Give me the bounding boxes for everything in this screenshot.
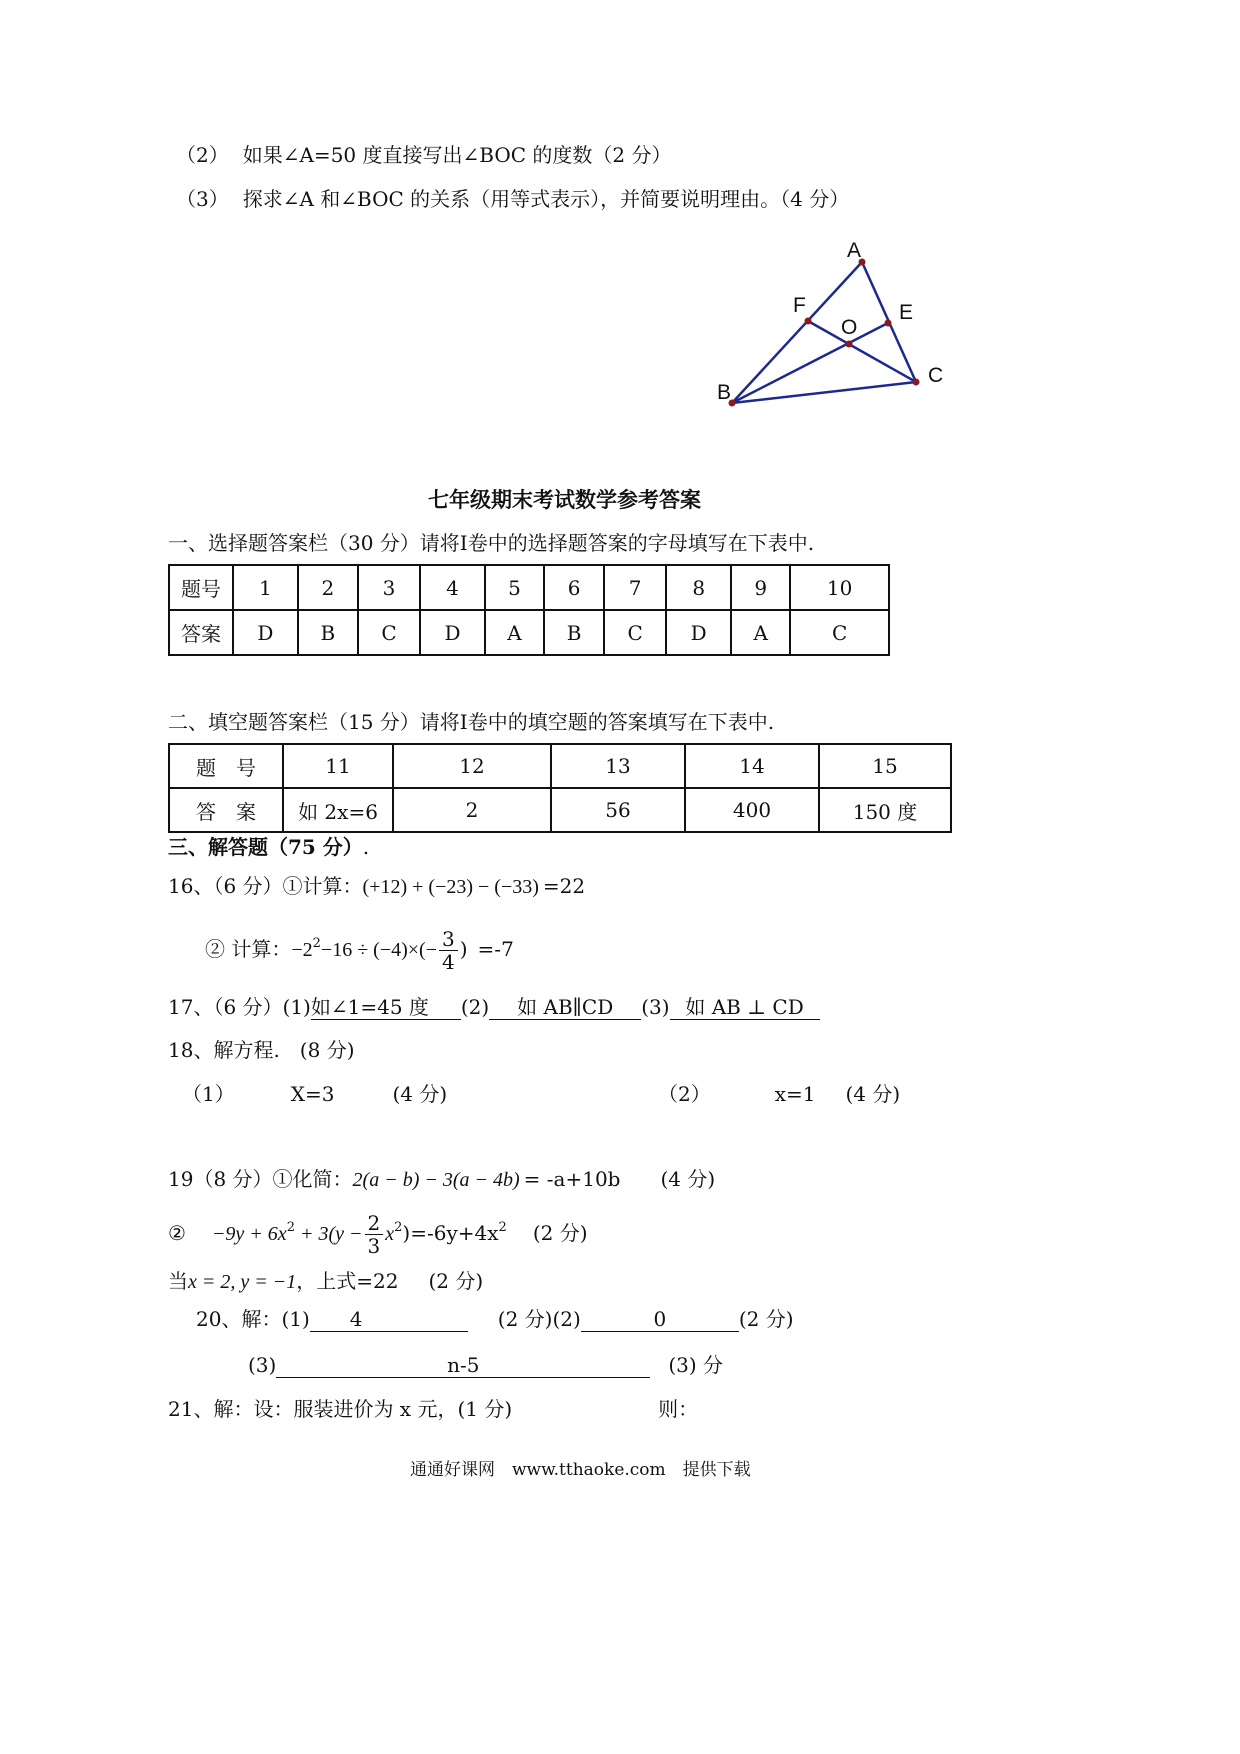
cell-number: 12: [393, 744, 551, 788]
table-row: [169, 610, 889, 655]
row-label: 题号: [169, 565, 233, 610]
cell-answer: A: [731, 610, 790, 655]
cell-answer: C: [604, 610, 666, 655]
segment-be: [732, 323, 888, 403]
cell-answer: B: [298, 610, 358, 655]
label-c: C: [928, 364, 944, 387]
question-21: 21、解：设：服装进价为 x 元，(1 分) 则：: [168, 1397, 699, 1421]
question-18-part1: （1） X=3 (4 分): [182, 1082, 448, 1106]
cell-answer: 400: [685, 788, 819, 832]
cell-number: 14: [685, 744, 819, 788]
label-a: A: [847, 239, 862, 262]
answer-blank-2: 如 AB∥CD: [489, 995, 641, 1020]
segment-cf: [808, 321, 916, 382]
cell-number: 6: [544, 565, 604, 610]
cell-answer: D: [666, 610, 731, 655]
question-20-line1: 20、解：(1) 4 (2 分)(2) 0 (2 分): [196, 1307, 794, 1331]
cell-number: 4: [420, 565, 485, 610]
label-f: F: [793, 294, 806, 317]
point-f: [805, 318, 812, 325]
cell-number: 13: [551, 744, 685, 788]
cell-answer: 2: [393, 788, 551, 832]
row-label: 答案: [169, 610, 233, 655]
fraction: $\frac{3}{4}$: [439, 928, 458, 973]
answer-blank-2: 0: [581, 1307, 739, 1332]
table-row: [169, 744, 951, 788]
point-c: [913, 379, 920, 386]
label-o: O: [841, 316, 858, 339]
fraction: $\frac{2}{3}$: [365, 1212, 384, 1257]
footer-source: 通通好课网 www.tthaoke.com 提供下载: [410, 1460, 751, 1480]
cell-answer: D: [233, 610, 298, 655]
answer-blank-1: 4: [310, 1307, 468, 1332]
cell-answer: C: [358, 610, 420, 655]
cell-answer: 如 2x=6: [283, 788, 393, 832]
question-16-part2: ② 计算：$-2^2-16 \div (-4)\times(-$ $\frac{3}{4}$ ) =-7: [205, 927, 514, 974]
answer-blank-3: 如 AB ⊥ CD: [670, 995, 820, 1020]
row-label: 题 号: [169, 744, 283, 788]
question-17: 17、（6 分）(1)如∠1=45 度 (2) 如 AB∥CD (3) 如 AB ⊥ CD: [168, 994, 820, 1020]
fill-answer-table: [168, 743, 952, 833]
cell-number: 3: [358, 565, 420, 610]
cell-number: 7: [604, 565, 666, 610]
question-16-part1: 16、（6 分）①计算：(+12) + (−23) − (−33) =22: [168, 874, 586, 898]
section1-heading: 一、选择题答案栏（30 分）请将Ⅰ卷中的选择题答案的字母填写在下表中.: [168, 531, 815, 555]
question-19-substitution: 当x = 2, y = −1，上式=22 (2 分): [168, 1269, 484, 1293]
point-e: [885, 320, 892, 327]
cell-number: 15: [819, 744, 951, 788]
question-19-part1: 19（8 分）①化简：2(a − b) − 3(a − 4b) = -a+10b (4 分): [168, 1167, 716, 1191]
section2-heading: 二、填空题答案栏（15 分）请将Ⅰ卷中的填空题的答案填写在下表中.: [168, 710, 775, 734]
cell-number: 5: [485, 565, 544, 610]
question-3: （3） 探求∠A 和∠BOC 的关系（用等式表示），并简要说明理由。（4 分）: [176, 187, 850, 211]
answer-blank-3: n-5: [276, 1353, 650, 1378]
label-e: E: [899, 301, 914, 324]
question-2: （2） 如果∠A=50 度直接写出∠BOC 的度数（2 分）: [176, 143, 672, 167]
cell-answer: 56: [551, 788, 685, 832]
section3-heading: 三、解答题（75 分）.: [168, 835, 370, 859]
label-b: B: [717, 381, 732, 404]
cell-number: 2: [298, 565, 358, 610]
cell-answer: 150 度: [819, 788, 951, 832]
side-bc: [732, 382, 916, 403]
cell-answer: A: [485, 610, 544, 655]
cell-answer: B: [544, 610, 604, 655]
point-o: [846, 341, 853, 348]
cell-number: 11: [283, 744, 393, 788]
cell-number: 1: [233, 565, 298, 610]
cell-number: 9: [731, 565, 790, 610]
question-19-part2: ② $-9y + 6x^2 + 3(y$ − $\frac{2}{3}$ $x^2)=-6y+4x^2$ (2 分): [168, 1211, 588, 1258]
question-20-line2: (3) n-5 (3) 分: [248, 1353, 724, 1377]
question-18-part2: （2） x=1 (4 分): [658, 1082, 901, 1106]
answer-blank-1: 如∠1=45 度: [311, 995, 461, 1020]
cell-answer: C: [790, 610, 889, 655]
cell-number: 8: [666, 565, 731, 610]
table-row: [169, 788, 951, 832]
cell-number: 10: [790, 565, 889, 610]
question-18-title: 18、解方程. (8 分): [168, 1038, 355, 1062]
answer-title: 七年级期末考试数学参考答案: [428, 487, 701, 512]
choice-answer-table: [168, 564, 890, 656]
cell-answer: D: [420, 610, 485, 655]
triangle-figure: [700, 230, 960, 420]
table-row: [169, 565, 889, 610]
row-label: 答 案: [169, 788, 283, 832]
